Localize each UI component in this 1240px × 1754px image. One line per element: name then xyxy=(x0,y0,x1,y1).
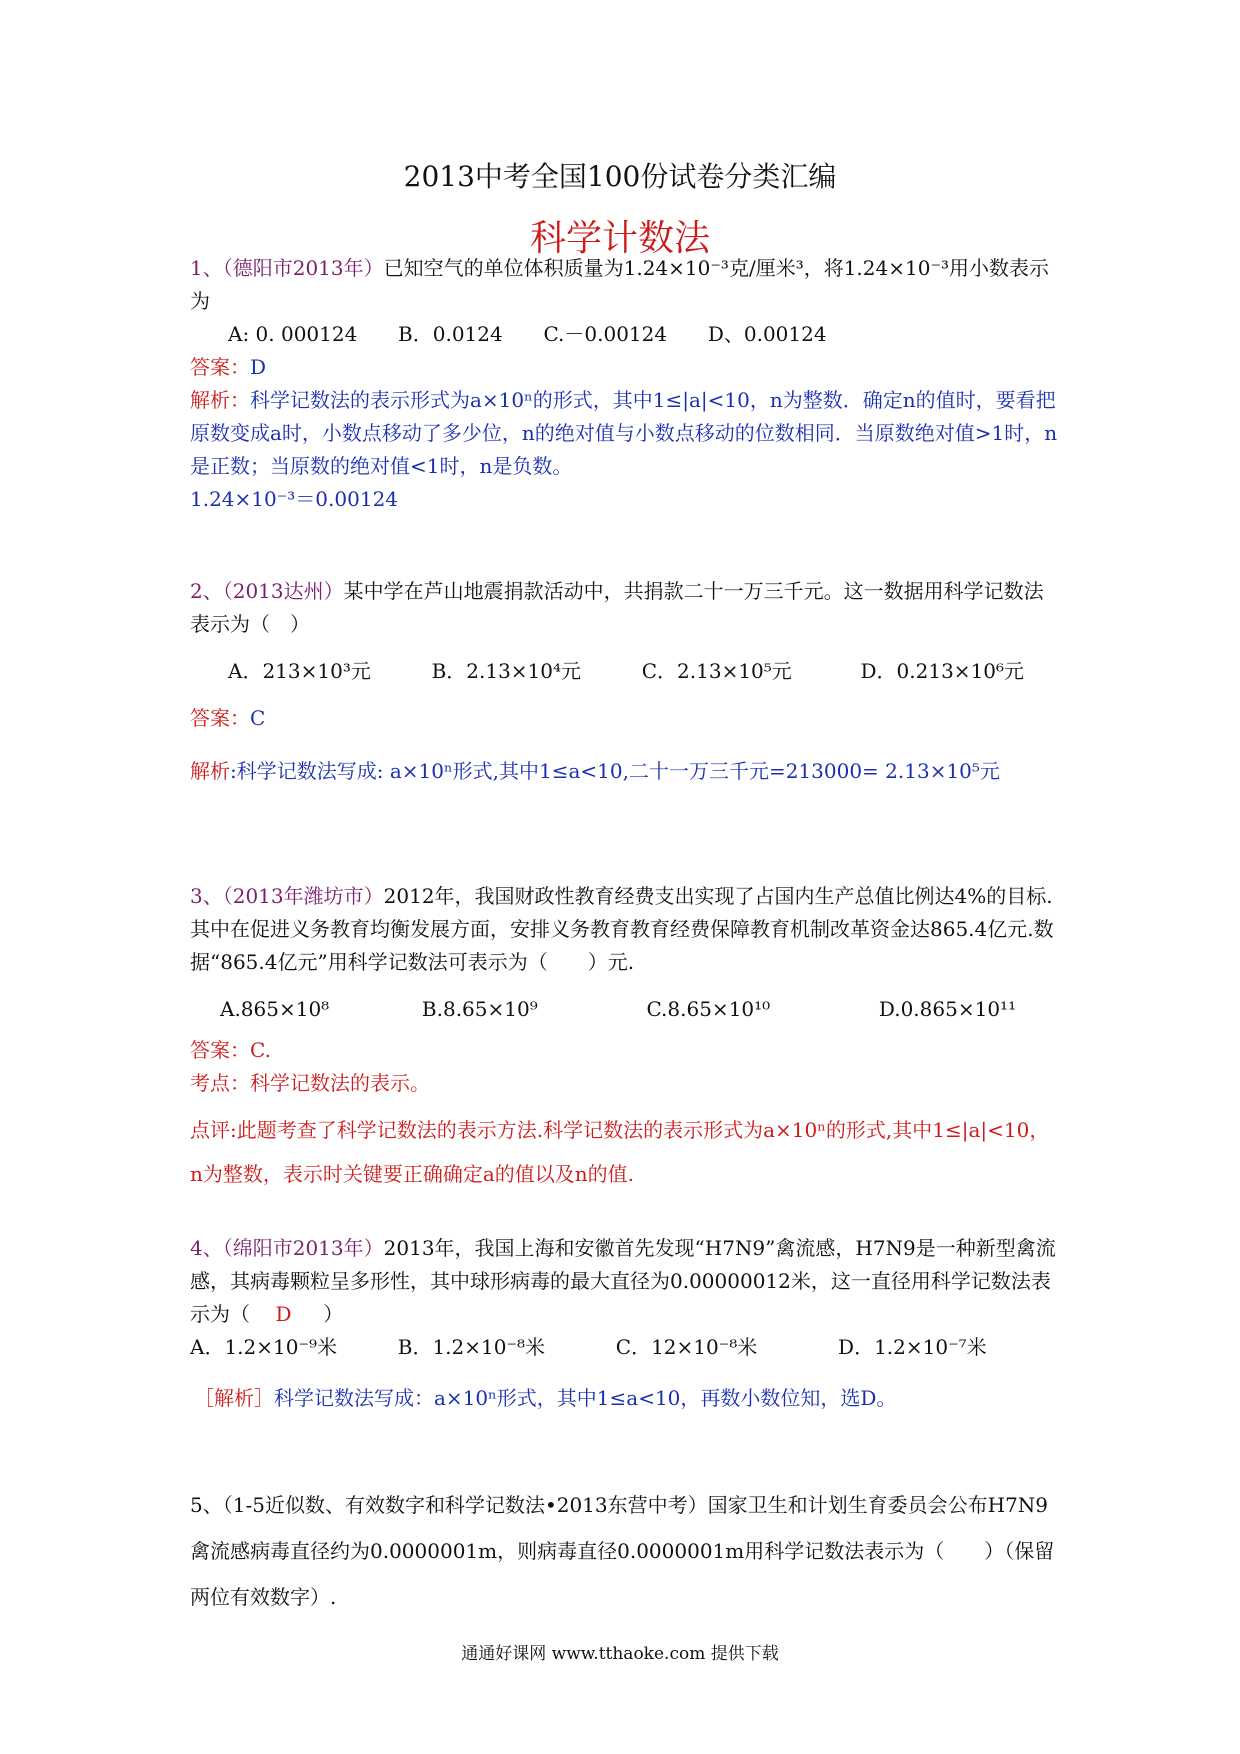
question-2-stem xyxy=(190,575,1060,641)
option-d: D．0.213×10⁶元 xyxy=(860,659,1025,683)
option-c: C．2.13×10⁵元 xyxy=(641,659,792,683)
answer-value: D xyxy=(250,355,267,379)
answer-value: C xyxy=(250,706,266,730)
question-1-options xyxy=(190,318,1060,351)
option-d: D．1.2×10⁻⁷米 xyxy=(838,1335,987,1359)
option-a: A.865×10⁸ xyxy=(220,997,330,1021)
option-a: A: 0. 000124 xyxy=(228,322,358,346)
option-a: A．1.2×10⁻⁹米 xyxy=(190,1335,338,1359)
question-1-analysis xyxy=(190,384,1060,483)
question-3 xyxy=(190,880,1060,1196)
question-number: 5、 xyxy=(190,1493,223,1517)
question-text-end: ） xyxy=(323,1302,344,1326)
question-text: 2013年，我国上海和安徽首先发现“H7N9”禽流感，H7N9是一种新型禽流感，其病毒颗粒呈多形性，其中球形病毒的最大直径为0.00000012米，这一直径用科学记数法表示为（ xyxy=(190,1236,1056,1326)
question-2-analysis xyxy=(190,749,1060,793)
question-3-options xyxy=(190,993,1060,1026)
question-source: （绵阳市2013年） xyxy=(222,1236,384,1260)
option-b: B．0.0124 xyxy=(398,322,503,346)
question-text: 2012年，我国财政性教育经费支出实现了占国内生产总值比例达4%的目标.其中在促进义务教育均衡发展方面，安排义务教育教育经费保障教育机制改革资金达865.4亿元.数据“865.4亿元”用科学记数法可表示为（ ）元. xyxy=(190,884,1054,974)
question-1 xyxy=(190,252,1060,516)
question-1-stem xyxy=(190,252,1060,318)
answer-label: 答案： xyxy=(190,706,250,730)
question-number: 1、 xyxy=(190,256,223,280)
question-1-result: 1.24×10⁻³＝0.00124 xyxy=(190,487,399,511)
analysis-label: 解析 xyxy=(190,759,230,783)
question-source: （2013达州） xyxy=(222,579,344,603)
option-d: D、0.00124 xyxy=(707,322,827,346)
question-3-kaodian: 考点：科学记数法的表示。 xyxy=(190,1071,430,1095)
question-number: 2、 xyxy=(190,579,223,603)
question-3-answer xyxy=(190,1034,1060,1067)
question-2-options xyxy=(190,655,1060,688)
question-number: 4、 xyxy=(190,1236,223,1260)
question-1-answer xyxy=(190,351,1060,384)
document-subtitle: 科学计数法 xyxy=(529,218,710,259)
option-c: C．12×10⁻⁸米 xyxy=(615,1335,758,1359)
question-text: 已知空气的单位体积质量为1.24×10⁻³克/厘米³，将1.24×10⁻³用小数表示为 xyxy=(190,256,1050,313)
question-4-options xyxy=(190,1331,1060,1364)
option-a: A．213×10³元 xyxy=(228,659,371,683)
answer-value: C. xyxy=(250,1038,271,1062)
option-d: D.0.865×10¹¹ xyxy=(878,997,1017,1021)
answer-label: 答案： xyxy=(190,355,250,379)
question-source: （德阳市2013年） xyxy=(222,256,384,280)
document-title: 2013中考全国100份试卷分类汇编 xyxy=(403,160,837,193)
page-footer: 通通好课网 www.tthaoke.com 提供下载 xyxy=(461,1644,779,1664)
question-4-analysis xyxy=(190,1382,1060,1415)
question-text: 某中学在芦山地震捐款活动中，共捐款二十一万三千元。这一数据用科学记数法表示为（ ） xyxy=(190,579,1044,636)
option-b: B.8.65×10⁹ xyxy=(421,997,538,1021)
question-number: 3、 xyxy=(190,884,223,908)
analysis-label: ［解析］ xyxy=(194,1386,274,1410)
question-3-dianping: 点评:此题考查了科学记数法的表示方法.科学记数法的表示形式为a×10ⁿ的形式,其中1≤|a|<10，n为整数，表示时关键要正确确定a的值以及n的值. xyxy=(190,1118,1050,1186)
answer-label: 答案： xyxy=(190,1038,250,1062)
analysis-text: 科学记数法的表示形式为a×10ⁿ的形式，其中1≤|a|<10，n为整数．确定n的值时，要看把原数变成a时，小数点移动了多少位，n的绝对值与小数点移动的位数相同．当原数绝对值>1时，n是正数；当原数的绝对值<1时，n是负数。 xyxy=(190,388,1058,478)
question-3-stem xyxy=(190,880,1060,979)
question-4-stem xyxy=(190,1232,1060,1331)
question-source: （2013年潍坊市） xyxy=(222,884,384,908)
question-5 xyxy=(190,1482,1060,1620)
option-b: B．1.2×10⁻⁸米 xyxy=(397,1335,546,1359)
question-text: （1-5近似数、有效数字和科学记数法•2013东营中考）国家卫生和计划生育委员会公布H7N9禽流感病毒直径约为0.0000001m，则病毒直径0.0000001m用科学记数法表示为（ ）（保留两位有效数字）. xyxy=(190,1493,1055,1609)
option-c: C.－0.00124 xyxy=(543,322,668,346)
question-2-answer xyxy=(190,702,1060,735)
analysis-text: :科学记数法写成: a×10ⁿ形式,其中1≤a<10,二十一万三千元=213000= 2.13×10⁵元 xyxy=(230,759,1000,783)
analysis-label: 解析： xyxy=(190,388,250,412)
question-2 xyxy=(190,575,1060,793)
question-5-stem xyxy=(190,1482,1060,1620)
question-4 xyxy=(190,1232,1060,1415)
inline-answer: D xyxy=(275,1302,292,1326)
analysis-text: 科学记数法写成：a×10ⁿ形式，其中1≤a<10，再数小数位知，选D。 xyxy=(274,1386,897,1410)
option-b: B．2.13×10⁴元 xyxy=(431,659,582,683)
option-c: C.8.65×10¹⁰ xyxy=(646,997,771,1021)
